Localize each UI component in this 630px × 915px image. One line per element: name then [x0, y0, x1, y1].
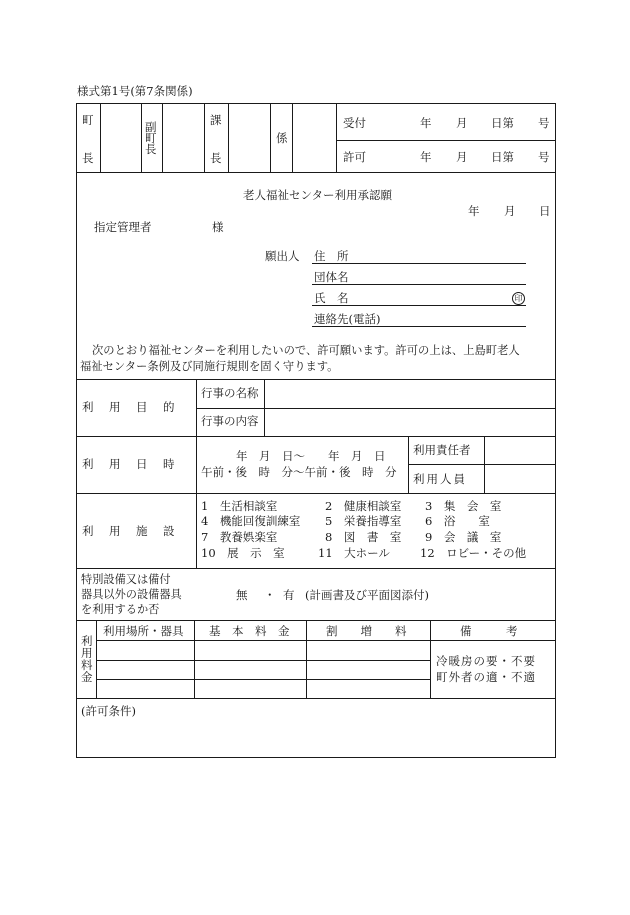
kakari: 係	[276, 131, 288, 145]
responsible-label: 利用責任者	[413, 443, 471, 457]
facility-11: 11 大ホール	[318, 546, 390, 560]
uketsuke-year: 年	[420, 116, 432, 130]
table-rule	[96, 640, 556, 641]
special-choice-none: 無	[236, 588, 248, 602]
application-title: 老人福祉センター利用承認願	[243, 188, 393, 202]
body-text-1: 次のとおり福祉センターを利用したいので、許可願います。許可の上は、上島町老人	[92, 344, 520, 357]
table-rule	[194, 620, 195, 698]
fees-remark-aircon: 冷暖房の要・不要	[436, 654, 536, 668]
uketsuke-go: 号	[538, 116, 550, 130]
kacho-bottom: 長	[210, 151, 222, 165]
fees-header-basic: 基 本 料 金	[209, 624, 290, 638]
table-rule	[408, 464, 556, 465]
datetime-line2: 午前・後 時 分〜午前・後 時 分	[201, 465, 397, 479]
users-label: 利用人員	[413, 472, 467, 486]
field-contact: 連絡先(電話)	[314, 312, 381, 326]
conditions-label: (許可条件)	[81, 704, 136, 718]
facility-10: 10 展 示 室	[201, 546, 285, 560]
table-rule	[196, 408, 556, 409]
uketsuke-label: 受付	[343, 116, 366, 130]
kyoka-label: 許可	[343, 150, 366, 164]
datetime-label: 利 用 日 時	[82, 457, 177, 471]
uketsuke-dayno: 日第	[491, 116, 514, 130]
fees-remark-outside: 町外者の適・不適	[436, 670, 536, 684]
fees-header-place: 利用場所・器具	[103, 624, 184, 638]
facility-5: 5 栄養指導室	[325, 514, 402, 528]
kyoka-go: 号	[538, 150, 550, 164]
facility-9: 9 会 議 室	[425, 530, 502, 544]
fees-label-3: 料	[81, 658, 93, 672]
table-rule	[204, 103, 205, 173]
special-label-3: を利用するか否	[81, 603, 160, 616]
table-rule	[306, 620, 307, 698]
table-rule	[76, 698, 556, 699]
special-choice-dot: ・	[264, 588, 276, 602]
facilities-label: 利 用 施 設	[82, 524, 177, 538]
fukucho-3: 長	[145, 142, 157, 156]
table-rule	[312, 263, 526, 264]
table-rule	[162, 103, 163, 173]
app-date-year: 年	[468, 204, 480, 218]
fees-header-remarks: 備 考	[460, 624, 518, 638]
table-rule	[312, 326, 526, 327]
event-content-label: 行事の内容	[201, 414, 259, 428]
table-rule	[430, 620, 431, 698]
addressee: 指定管理者	[94, 220, 152, 234]
table-rule	[100, 103, 101, 173]
table-rule	[270, 103, 271, 173]
kyoka-month: 月	[456, 150, 468, 164]
facility-2: 2 健康相談室	[325, 499, 402, 513]
table-rule	[76, 172, 556, 173]
table-rule	[76, 493, 556, 494]
field-name: 氏 名	[314, 291, 349, 305]
kacho-top: 課	[210, 113, 222, 127]
facility-7: 7 教養娯楽室	[201, 530, 278, 544]
table-rule	[484, 436, 485, 493]
border-bottom	[76, 757, 556, 758]
table-rule	[264, 379, 265, 436]
table-rule	[312, 284, 526, 285]
kyoka-year: 年	[420, 150, 432, 164]
table-rule	[228, 103, 229, 173]
border-top	[76, 103, 556, 104]
table-rule	[336, 103, 337, 173]
seal-mark: 印	[512, 292, 525, 305]
table-rule	[96, 679, 431, 680]
field-group: 団体名	[314, 270, 349, 284]
fees-header-surcharge: 割 増 料	[326, 624, 407, 638]
table-rule	[76, 568, 556, 569]
table-rule	[96, 620, 97, 698]
fukucho-2: 町	[145, 131, 157, 145]
field-address: 住 所	[314, 249, 349, 263]
fees-label-2: 用	[81, 646, 93, 660]
uketsuke-month: 月	[456, 116, 468, 130]
special-label-2: 器具以外の設備器具	[81, 588, 182, 601]
datetime-line1: 年 月 日〜 年 月 日	[236, 449, 386, 463]
kyoka-dayno: 日第	[491, 150, 514, 164]
form-number: 様式第1号(第7条関係)	[77, 84, 193, 98]
table-rule	[292, 103, 293, 173]
table-rule	[336, 140, 556, 141]
table-rule	[96, 660, 431, 661]
special-note: (計画書及び平面図添付)	[305, 588, 429, 602]
app-date-day: 日	[539, 204, 551, 218]
app-date-month: 月	[504, 204, 516, 218]
applicant-label: 願出人	[265, 249, 300, 263]
facility-3: 3 集 会 室	[425, 499, 502, 513]
border-left	[76, 103, 77, 758]
cho-bottom: 長	[82, 151, 94, 165]
event-name-label: 行事の名称	[201, 386, 259, 400]
table-rule	[76, 620, 556, 621]
cho-top: 町	[82, 113, 94, 127]
fees-label-4: 金	[81, 670, 93, 684]
table-rule	[312, 305, 526, 306]
table-rule	[408, 436, 409, 493]
purpose-label: 利 用 目 的	[82, 400, 177, 414]
table-rule	[141, 103, 142, 173]
facility-12: 12 ロビー・その他	[420, 546, 527, 560]
special-label-1: 特別設備又は備付	[81, 573, 171, 586]
table-rule	[76, 379, 556, 380]
border-right	[555, 103, 556, 758]
special-choice-yes: 有	[283, 588, 295, 602]
facility-4: 4 機能回復訓練室	[201, 514, 301, 528]
addressee-sama: 様	[212, 220, 224, 234]
fees-label-1: 利	[81, 634, 93, 648]
table-rule	[196, 379, 197, 568]
fukucho-1: 副	[145, 120, 157, 134]
body-text-2: 福祉センター条例及び同施行規則を固く守ります。	[80, 360, 339, 373]
facility-6: 6 浴 室	[425, 514, 490, 528]
facility-8: 8 図 書 室	[325, 530, 402, 544]
facility-1: 1 生活相談室	[201, 499, 278, 513]
